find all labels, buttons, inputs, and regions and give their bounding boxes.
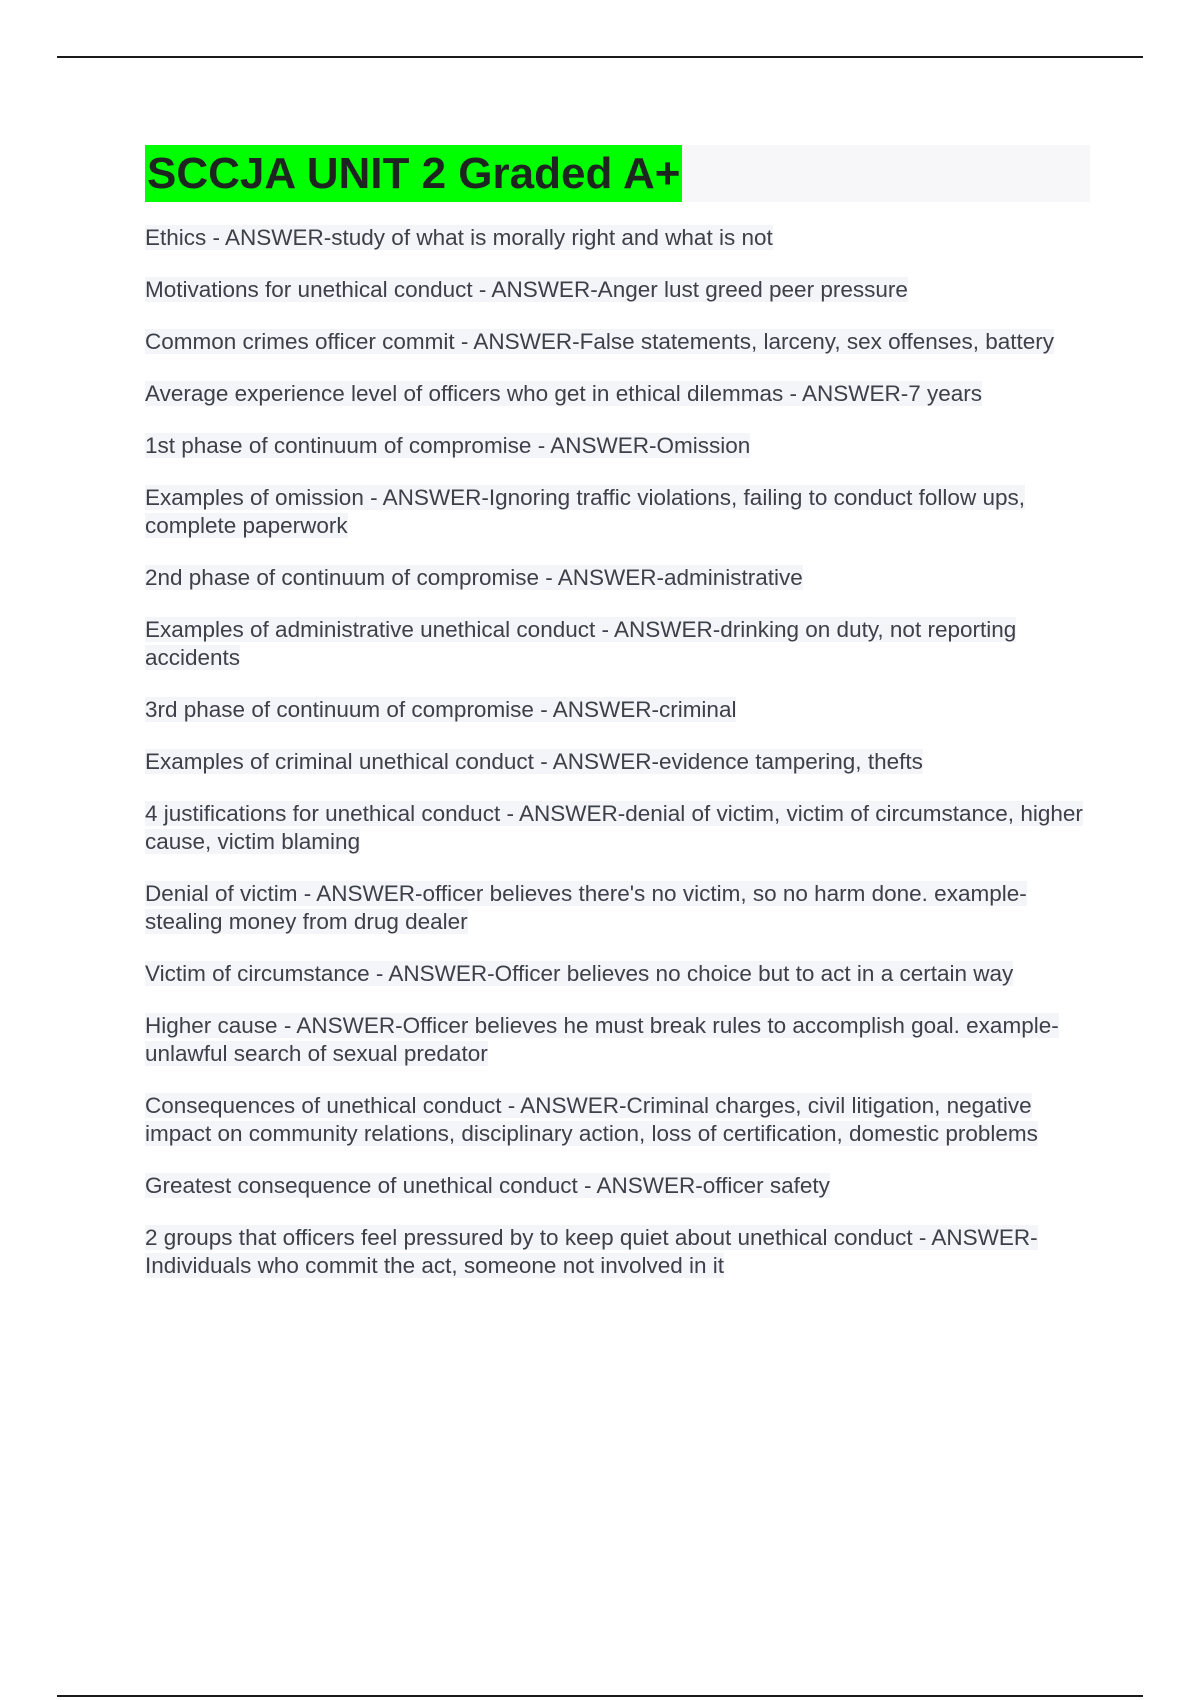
qa-item [145,224,1090,252]
qa-item [145,1224,1090,1280]
qa-text: Denial of victim - ANSWER-officer believes there's no victim, so no harm done. example- stealing money from drug dealer [145,881,1027,934]
qa-text: Examples of omission - ANSWER-Ignoring traffic violations, failing to conduct follow ups, complete paperwork [145,485,1025,538]
qa-text: 2 groups that officers feel pressured by to keep quiet about unethical conduct - ANSWER-Individuals who commit the act, someone not involved in it [145,1225,1038,1278]
title-bar [145,145,1090,202]
qa-item [145,616,1090,672]
qa-item [145,432,1090,460]
qa-item [145,1172,1090,1200]
qa-item [145,880,1090,936]
qa-item [145,1012,1090,1068]
qa-text: 4 justifications for unethical conduct - ANSWER-denial of victim, victim of circumstance, higher cause, victim blaming [145,801,1083,854]
qa-item [145,748,1090,776]
qa-item [145,484,1090,540]
qa-text: Average experience level of officers who get in ethical dilemmas - ANSWER-7 years [145,381,983,406]
qa-text: Common crimes officer commit - ANSWER-False statements, larceny, sex offenses, battery [145,329,1055,354]
qa-text: Motivations for unethical conduct - ANSWER-Anger lust greed peer pressure [145,277,908,302]
qa-text: 2nd phase of continuum of compromise - ANSWER-administrative [145,565,803,590]
qa-item [145,960,1090,988]
document-title: SCCJA UNIT 2 Graded A+ [145,145,682,202]
qa-item [145,380,1090,408]
qa-text: Greatest consequence of unethical conduct - ANSWER-officer safety [145,1173,830,1198]
qa-text: Ethics - ANSWER-study of what is morally right and what is not [145,225,773,250]
qa-item [145,328,1090,356]
document-body [145,145,1090,1280]
qa-item [145,564,1090,592]
bottom-divider [57,1695,1143,1697]
qa-text: Examples of criminal unethical conduct - ANSWER-evidence tampering, thefts [145,749,923,774]
qa-text: Consequences of unethical conduct - ANSWER-Criminal charges, civil litigation, negative impact on community relations, disciplinary action, loss of certification, domestic problems [145,1093,1038,1146]
qa-item [145,1092,1090,1148]
qa-list [145,224,1090,1280]
qa-text: 1st phase of continuum of compromise - ANSWER-Omission [145,433,751,458]
qa-item [145,696,1090,724]
top-divider [57,56,1143,58]
qa-text: Examples of administrative unethical conduct - ANSWER-drinking on duty, not reporting accidents [145,617,1017,670]
qa-text: 3rd phase of continuum of compromise - ANSWER-criminal [145,697,737,722]
qa-item [145,800,1090,856]
qa-item [145,276,1090,304]
qa-text: Higher cause - ANSWER-Officer believes he must break rules to accomplish goal. example- unlawful search of sexual predator [145,1013,1059,1066]
qa-text: Victim of circumstance - ANSWER-Officer believes no choice but to act in a certain way [145,961,1014,986]
